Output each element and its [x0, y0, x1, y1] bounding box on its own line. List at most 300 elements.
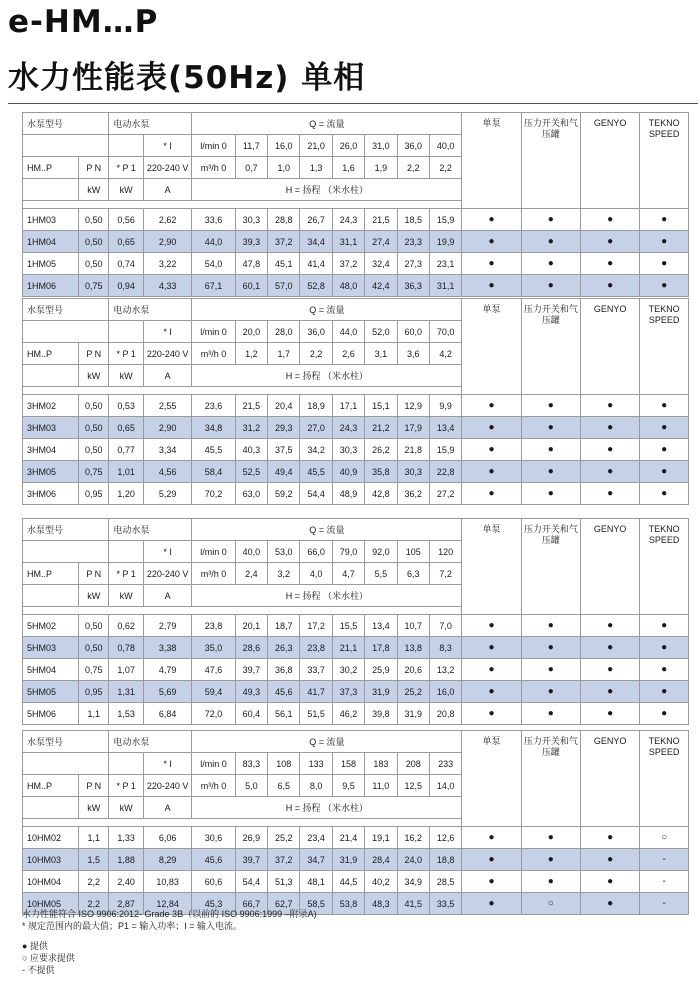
- flow-header: Q = 流量: [192, 113, 462, 135]
- flow-lmin-value: 105: [397, 541, 429, 563]
- head-cell: 8,3: [429, 637, 461, 659]
- head-cell: 47,6: [192, 659, 235, 681]
- current-unit: A: [143, 797, 192, 819]
- tekno-speed-mark: ●: [640, 395, 689, 417]
- p1-unit: kW: [109, 179, 144, 201]
- current-cell: 2,55: [143, 395, 192, 417]
- pn-label: P N: [79, 157, 109, 179]
- model-cell: 5HM05: [23, 681, 79, 703]
- head-cell: 72,0: [192, 703, 235, 725]
- voltage-label: 220-240 V: [143, 157, 192, 179]
- flow-m3h-value: 3,2: [268, 563, 300, 585]
- flow-m3h-value: 11,0: [365, 775, 397, 797]
- head-cell: 16,2: [397, 827, 429, 849]
- pn-unit: kW: [79, 797, 109, 819]
- single-pump-mark: ●: [462, 827, 521, 849]
- table-row: [23, 659, 689, 681]
- p1-cell: 0,94: [109, 275, 144, 297]
- flow-m3h-value: 2,2: [397, 157, 429, 179]
- head-cell: 70,2: [192, 483, 235, 505]
- performance-table: [22, 112, 689, 297]
- model-cell: 1HM06: [23, 275, 79, 297]
- head-cell: 13,4: [429, 417, 461, 439]
- single-pump-mark: ●: [462, 209, 521, 231]
- model-header: 水泵型号: [23, 299, 109, 321]
- head-cell: 47,8: [235, 253, 267, 275]
- flow-m3h-value: 7,2: [429, 563, 461, 585]
- head-cell: 33,5: [429, 893, 461, 915]
- head-cell: 30,3: [235, 209, 267, 231]
- pn-cell: 0,50: [79, 395, 109, 417]
- flow-lmin-value: 16,0: [268, 135, 300, 157]
- head-cell: 21,4: [332, 827, 364, 849]
- head-cell: 45,5: [192, 439, 235, 461]
- genyo-mark: ●: [581, 681, 640, 703]
- head-cell: 41,5: [397, 893, 429, 915]
- current-cell: 8,29: [143, 849, 192, 871]
- head-cell: 54,4: [235, 871, 267, 893]
- head-cell: 31,1: [332, 231, 364, 253]
- genyo-mark: ●: [581, 209, 640, 231]
- head-cell: 28,4: [365, 849, 397, 871]
- head-cell: 49,4: [268, 461, 300, 483]
- genyo-header: GENYO: [581, 519, 640, 615]
- pn-cell: 1,5: [79, 849, 109, 871]
- current-unit: A: [143, 179, 192, 201]
- flow-lmin-value: 36,0: [300, 321, 332, 343]
- lmin-label: l/min 0: [192, 135, 235, 157]
- current-cell: 12,84: [143, 893, 192, 915]
- model-cell: 3HM02: [23, 395, 79, 417]
- lmin-label: l/min 0: [192, 753, 235, 775]
- blank-cell: [23, 541, 109, 563]
- head-cell: 17,2: [300, 615, 332, 637]
- current-cell: 10,83: [143, 871, 192, 893]
- head-cell: 53,8: [332, 893, 364, 915]
- pressure-switch-mark: ●: [521, 461, 580, 483]
- tekno-speed-mark: ●: [640, 615, 689, 637]
- series-label: HM..P: [23, 775, 79, 797]
- blank-cell: [23, 365, 79, 387]
- blank-cell: [109, 321, 144, 343]
- head-cell: 10,7: [397, 615, 429, 637]
- flow-lmin-value: 28,0: [268, 321, 300, 343]
- p1-cell: 2,87: [109, 893, 144, 915]
- head-cell: 23,1: [429, 253, 461, 275]
- flow-m3h-value: 6,3: [397, 563, 429, 585]
- flow-lmin-value: 44,0: [332, 321, 364, 343]
- head-cell: 21,1: [332, 637, 364, 659]
- pn-cell: 0,75: [79, 659, 109, 681]
- head-cell: 19,9: [429, 231, 461, 253]
- flow-m3h-value: 4,7: [332, 563, 364, 585]
- flow-m3h-value: 0,7: [235, 157, 267, 179]
- head-cell: 26,2: [365, 439, 397, 461]
- flow-m3h-value: 9,5: [332, 775, 364, 797]
- head-cell: 37,2: [268, 849, 300, 871]
- flow-lmin-value: 11,7: [235, 135, 267, 157]
- flow-lmin-value: 133: [300, 753, 332, 775]
- flow-m3h-value: 1,2: [235, 343, 267, 365]
- flow-m3h-value: 4,2: [429, 343, 461, 365]
- pn-cell: 1,1: [79, 827, 109, 849]
- table-row: [23, 703, 689, 725]
- model-cell: 10HM02: [23, 827, 79, 849]
- blank-cell: [23, 135, 109, 157]
- head-cell: 31,9: [365, 681, 397, 703]
- motor-header: 电动水泵: [109, 731, 192, 753]
- model-cell: 10HM05: [23, 893, 79, 915]
- pn-cell: 0,50: [79, 417, 109, 439]
- genyo-mark: ●: [581, 461, 640, 483]
- pn-cell: 2,2: [79, 871, 109, 893]
- flow-m3h-value: 2,2: [300, 343, 332, 365]
- head-cell: 40,3: [235, 439, 267, 461]
- head-cell: 27,0: [300, 417, 332, 439]
- pn-cell: 0,75: [79, 275, 109, 297]
- single-pump-mark: ●: [462, 659, 521, 681]
- head-cell: 16,0: [429, 681, 461, 703]
- current-label: * I: [143, 321, 192, 343]
- blank-cell: [23, 753, 109, 775]
- pressure-switch-header: 压力开关和气压罐: [521, 113, 580, 209]
- p1-unit: kW: [109, 365, 144, 387]
- head-cell: 24,3: [332, 209, 364, 231]
- current-cell: 6,06: [143, 827, 192, 849]
- head-cell: 52,5: [235, 461, 267, 483]
- pn-cell: 2,2: [79, 893, 109, 915]
- pressure-switch-mark: ●: [521, 703, 580, 725]
- single-pump-mark: ●: [462, 681, 521, 703]
- head-cell: 25,9: [365, 659, 397, 681]
- p1-cell: 0,56: [109, 209, 144, 231]
- current-unit: A: [143, 585, 192, 607]
- head-cell: 37,3: [332, 681, 364, 703]
- tekno-speed-mark: ●: [640, 461, 689, 483]
- current-cell: 4,56: [143, 461, 192, 483]
- model-cell: 3HM06: [23, 483, 79, 505]
- motor-header: 电动水泵: [109, 299, 192, 321]
- head-cell: 30,2: [332, 659, 364, 681]
- head-cell: 48,1: [300, 871, 332, 893]
- flow-lmin-value: 21,0: [300, 135, 332, 157]
- current-label: * I: [143, 753, 192, 775]
- flow-lmin-value: 70,0: [429, 321, 461, 343]
- flow-m3h-value: 2,6: [332, 343, 364, 365]
- m3h-label: m³/h 0: [192, 157, 235, 179]
- single-pump-mark: ●: [462, 395, 521, 417]
- p1-cell: 1,53: [109, 703, 144, 725]
- head-cell: 37,5: [268, 439, 300, 461]
- single-pump-mark: ●: [462, 461, 521, 483]
- table-row: [23, 231, 689, 253]
- head-cell: 41,4: [300, 253, 332, 275]
- head-cell: 60,6: [192, 871, 235, 893]
- tekno-speed-mark: -: [640, 849, 689, 871]
- head-cell: 40,2: [365, 871, 397, 893]
- head-cell: 21,8: [397, 439, 429, 461]
- head-cell: 30,3: [332, 439, 364, 461]
- flow-lmin-value: 66,0: [300, 541, 332, 563]
- p1-cell: 2,40: [109, 871, 144, 893]
- flow-header: Q = 流量: [192, 731, 462, 753]
- flow-m3h-value: 5,5: [365, 563, 397, 585]
- pressure-switch-mark: ●: [521, 637, 580, 659]
- m3h-label: m³/h 0: [192, 343, 235, 365]
- head-cell: 36,2: [397, 483, 429, 505]
- head-cell: 15,9: [429, 439, 461, 461]
- flow-m3h-value: 1,9: [365, 157, 397, 179]
- p1-unit: kW: [109, 585, 144, 607]
- flow-lmin-value: 31,0: [365, 135, 397, 157]
- head-header: H = 扬程 （米水柱）: [192, 365, 462, 387]
- model-cell: 10HM03: [23, 849, 79, 871]
- pressure-switch-mark: ○: [521, 893, 580, 915]
- flow-header: Q = 流量: [192, 299, 462, 321]
- single-pump-mark: ●: [462, 439, 521, 461]
- genyo-header: GENYO: [581, 113, 640, 209]
- tekno-speed-mark: ●: [640, 253, 689, 275]
- model-cell: 5HM02: [23, 615, 79, 637]
- current-cell: 6,84: [143, 703, 192, 725]
- flow-lmin-value: 183: [365, 753, 397, 775]
- tekno-speed-header: TEKNO SPEED: [640, 113, 689, 209]
- genyo-mark: ●: [581, 439, 640, 461]
- flow-m3h-value: 8,0: [300, 775, 332, 797]
- head-cell: 21,5: [365, 209, 397, 231]
- flow-m3h-value: 3,1: [365, 343, 397, 365]
- pn-cell: 0,75: [79, 461, 109, 483]
- head-cell: 23,4: [300, 827, 332, 849]
- head-cell: 37,2: [332, 253, 364, 275]
- flow-m3h-value: 1,7: [268, 343, 300, 365]
- head-cell: 18,5: [397, 209, 429, 231]
- flow-lmin-value: 158: [332, 753, 364, 775]
- flow-lmin-value: 53,0: [268, 541, 300, 563]
- table-row: [23, 395, 689, 417]
- head-cell: 67,1: [192, 275, 235, 297]
- pressure-switch-mark: ●: [521, 439, 580, 461]
- genyo-mark: ●: [581, 659, 640, 681]
- p1-cell: 1,31: [109, 681, 144, 703]
- genyo-mark: ●: [581, 827, 640, 849]
- genyo-mark: ●: [581, 871, 640, 893]
- head-cell: 30,6: [192, 827, 235, 849]
- head-cell: 23,6: [192, 395, 235, 417]
- flow-m3h-value: 14,0: [429, 775, 461, 797]
- flow-lmin-value: 40,0: [429, 135, 461, 157]
- head-cell: 17,1: [332, 395, 364, 417]
- pressure-switch-mark: ●: [521, 849, 580, 871]
- head-cell: 44,5: [332, 871, 364, 893]
- single-pump-mark: ●: [462, 849, 521, 871]
- single-pump-mark: ●: [462, 275, 521, 297]
- head-cell: 23,8: [300, 637, 332, 659]
- spacer-cell: [23, 387, 462, 395]
- flow-m3h-value: 1,3: [300, 157, 332, 179]
- tekno-speed-mark: -: [640, 893, 689, 915]
- legend-not-provided: - 不提供: [22, 965, 55, 975]
- head-cell: 28,8: [268, 209, 300, 231]
- genyo-mark: ●: [581, 417, 640, 439]
- table-row: [23, 849, 689, 871]
- p1-label: * P 1: [109, 563, 144, 585]
- model-cell: 10HM04: [23, 871, 79, 893]
- current-cell: 5,69: [143, 681, 192, 703]
- model-cell: 3HM05: [23, 461, 79, 483]
- spacer-cell: [23, 607, 462, 615]
- head-cell: 29,3: [268, 417, 300, 439]
- genyo-header: GENYO: [581, 299, 640, 395]
- head-cell: 25,2: [397, 681, 429, 703]
- blank-cell: [109, 135, 144, 157]
- flow-lmin-value: 108: [268, 753, 300, 775]
- head-cell: 26,3: [268, 637, 300, 659]
- model-cell: 3HM04: [23, 439, 79, 461]
- flow-m3h-value: 4,0: [300, 563, 332, 585]
- genyo-mark: ●: [581, 615, 640, 637]
- pressure-switch-header: 压力开关和气压罐: [521, 731, 580, 827]
- pressure-switch-mark: ●: [521, 417, 580, 439]
- single-pump-mark: ●: [462, 253, 521, 275]
- flow-lmin-value: 233: [429, 753, 461, 775]
- flow-lmin-value: 52,0: [365, 321, 397, 343]
- single-pump-mark: ●: [462, 637, 521, 659]
- table-row: [23, 637, 689, 659]
- m3h-label: m³/h 0: [192, 775, 235, 797]
- tekno-speed-mark: ●: [640, 681, 689, 703]
- head-cell: 27,3: [397, 253, 429, 275]
- flow-m3h-value: 5,0: [235, 775, 267, 797]
- tekno-speed-mark: ●: [640, 703, 689, 725]
- model-cell: 1HM04: [23, 231, 79, 253]
- pressure-switch-mark: ●: [521, 483, 580, 505]
- head-cell: 12,9: [397, 395, 429, 417]
- pressure-switch-mark: ●: [521, 871, 580, 893]
- head-cell: 17,8: [365, 637, 397, 659]
- head-cell: 20,4: [268, 395, 300, 417]
- footnotes: [22, 908, 682, 976]
- single-pump-header: 单泵: [462, 519, 521, 615]
- table-row: [23, 417, 689, 439]
- p1-cell: 1,33: [109, 827, 144, 849]
- current-cell: 2,90: [143, 231, 192, 253]
- pn-cell: 0,50: [79, 439, 109, 461]
- head-cell: 20,6: [397, 659, 429, 681]
- tekno-speed-mark: ●: [640, 659, 689, 681]
- model-header: 水泵型号: [23, 731, 109, 753]
- head-cell: 35,0: [192, 637, 235, 659]
- head-cell: 26,7: [300, 209, 332, 231]
- table-row: [23, 827, 689, 849]
- legend-on-request: ○ 应要求提供: [22, 953, 75, 963]
- flow-m3h-value: 6,5: [268, 775, 300, 797]
- head-cell: 34,9: [397, 871, 429, 893]
- model-cell: 5HM04: [23, 659, 79, 681]
- head-cell: 18,9: [300, 395, 332, 417]
- pn-cell: 0,50: [79, 209, 109, 231]
- model-cell: 1HM03: [23, 209, 79, 231]
- head-cell: 7,0: [429, 615, 461, 637]
- m3h-label: m³/h 0: [192, 563, 235, 585]
- head-cell: 45,5: [300, 461, 332, 483]
- tekno-speed-header: TEKNO SPEED: [640, 299, 689, 395]
- head-cell: 51,3: [268, 871, 300, 893]
- spacer-cell: [23, 819, 462, 827]
- pn-cell: 0,95: [79, 483, 109, 505]
- p1-cell: 1,07: [109, 659, 144, 681]
- head-cell: 39,8: [365, 703, 397, 725]
- table-row: [23, 439, 689, 461]
- head-cell: 21,5: [235, 395, 267, 417]
- head-cell: 13,4: [365, 615, 397, 637]
- single-pump-header: 单泵: [462, 113, 521, 209]
- genyo-mark: ●: [581, 253, 640, 275]
- single-pump-mark: ●: [462, 703, 521, 725]
- head-cell: 34,2: [300, 439, 332, 461]
- p1-cell: 1,01: [109, 461, 144, 483]
- head-cell: 56,1: [268, 703, 300, 725]
- p1-cell: 0,77: [109, 439, 144, 461]
- genyo-mark: ●: [581, 703, 640, 725]
- table-row: [23, 681, 689, 703]
- head-cell: 52,8: [300, 275, 332, 297]
- tekno-speed-mark: ●: [640, 439, 689, 461]
- head-cell: 45,3: [192, 893, 235, 915]
- head-cell: 30,3: [397, 461, 429, 483]
- flow-lmin-value: 120: [429, 541, 461, 563]
- pressure-switch-mark: ●: [521, 827, 580, 849]
- head-cell: 19,1: [365, 827, 397, 849]
- head-cell: 24,3: [332, 417, 364, 439]
- head-cell: 28,6: [235, 637, 267, 659]
- genyo-mark: ●: [581, 275, 640, 297]
- current-cell: 2,62: [143, 209, 192, 231]
- pressure-switch-mark: ●: [521, 275, 580, 297]
- standard-note: 水力性能符合 ISO 9906:2012- Grade 3B（以前的 ISO 9906:1999 –附录A): [22, 909, 317, 919]
- head-header: H = 扬程 （米水柱）: [192, 585, 462, 607]
- single-pump-mark: ●: [462, 871, 521, 893]
- head-cell: 31,1: [429, 275, 461, 297]
- head-cell: 58,4: [192, 461, 235, 483]
- series-label: HM..P: [23, 563, 79, 585]
- flow-lmin-value: 20,0: [235, 321, 267, 343]
- performance-table: [22, 298, 689, 505]
- head-cell: 58,5: [300, 893, 332, 915]
- current-cell: 3,34: [143, 439, 192, 461]
- head-cell: 45,6: [192, 849, 235, 871]
- blank-cell: [23, 797, 79, 819]
- genyo-mark: ●: [581, 231, 640, 253]
- head-cell: 60,4: [235, 703, 267, 725]
- pressure-switch-mark: ●: [521, 615, 580, 637]
- current-label: * I: [143, 135, 192, 157]
- flow-header: Q = 流量: [192, 519, 462, 541]
- pn-label: P N: [79, 563, 109, 585]
- current-label: * I: [143, 541, 192, 563]
- blank-cell: [109, 753, 144, 775]
- head-cell: 37,2: [268, 231, 300, 253]
- table-row: [23, 209, 689, 231]
- pressure-switch-mark: ●: [521, 659, 580, 681]
- flow-lmin-value: 40,0: [235, 541, 267, 563]
- head-cell: 36,8: [268, 659, 300, 681]
- table-row: [23, 615, 689, 637]
- pn-unit: kW: [79, 585, 109, 607]
- p1-cell: 1,20: [109, 483, 144, 505]
- single-pump-header: 单泵: [462, 731, 521, 827]
- pressure-switch-mark: ●: [521, 231, 580, 253]
